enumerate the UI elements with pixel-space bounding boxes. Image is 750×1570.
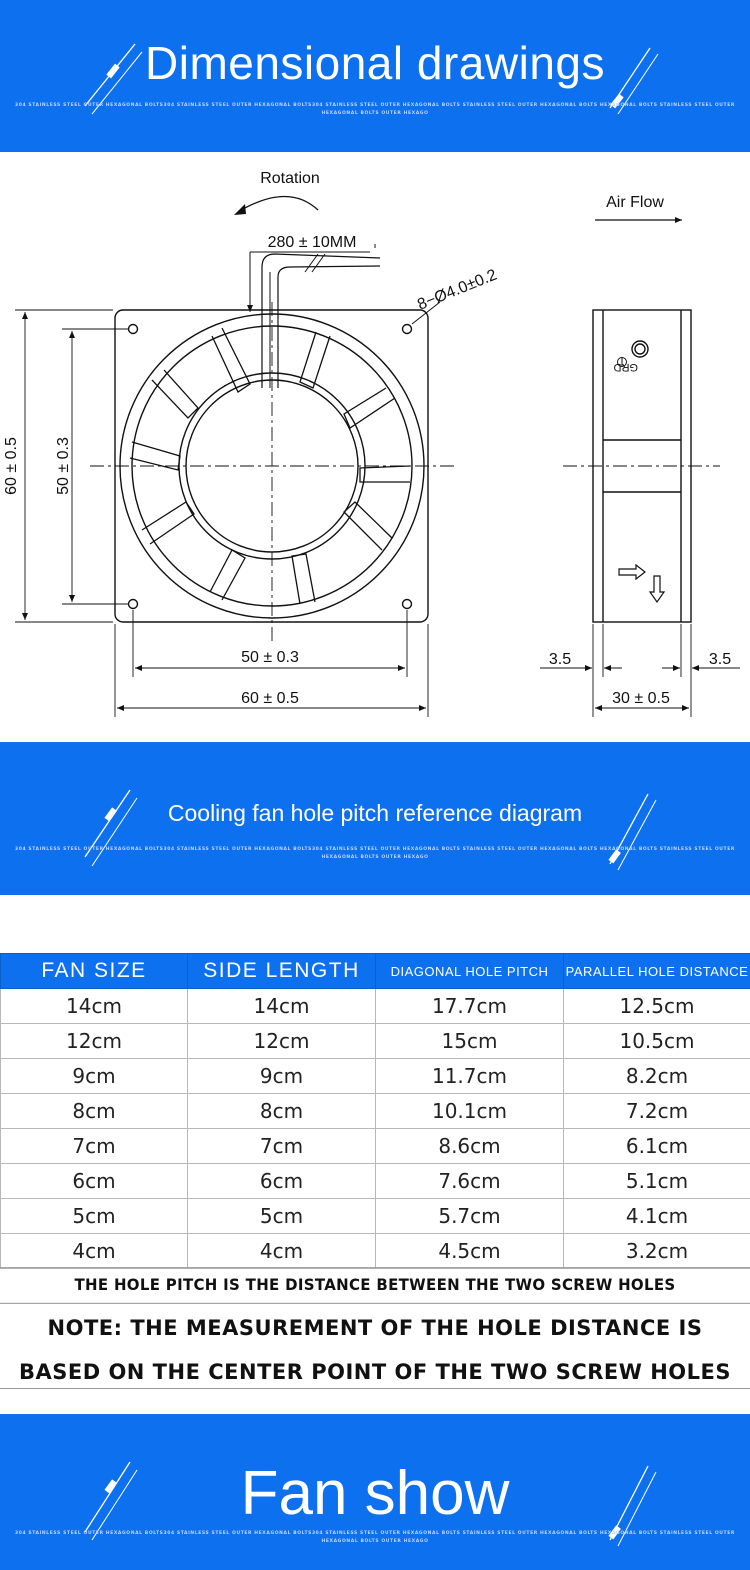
cell-side-length: 4cm [188,1234,376,1269]
banner-fan-show [0,1414,750,1570]
note-line-2: BASED ON THE CENTER POINT OF THE TWO SCREW HOLES [18,1360,732,1384]
rotation-label: Rotation [260,170,320,187]
cell-side-length: 6cm [188,1164,376,1199]
cable-length-label: 280 ± 10MM [267,234,357,251]
cell-side-length: 9cm [188,1059,376,1094]
cell-parallel-distance: 5.1cm [564,1164,750,1199]
table-header-row [1,954,750,989]
depth-dim: 30 ± 0.5 [612,690,670,707]
table-row [1,1129,750,1164]
banner-title: Fan show [240,1459,510,1528]
cell-diagonal-pitch: 4.5cm [376,1234,564,1269]
direction-icons [619,565,664,602]
rotation-arrow [238,196,318,212]
table-row [1,1199,750,1234]
width-outer-dim: 60 ± 0.5 [241,690,299,707]
cell-side-length: 12cm [188,1024,376,1059]
cell-diagonal-pitch: 15cm [376,1024,564,1059]
cell-parallel-distance: 6.1cm [564,1129,750,1164]
col-fan-size: FAN SIZE [1,954,188,989]
screw-hole [403,325,412,334]
table-row [1,1024,750,1059]
width-inner-dim: 50 ± 0.3 [241,649,299,666]
cell-fan-size: 5cm [1,1199,188,1234]
note-line-1: NOTE: THE MEASUREMENT OF THE HOLE DISTANCE IS [47,1316,703,1340]
col-diagonal-pitch: DIAGONAL HOLE PITCH [376,954,564,989]
flange-left-dim: 3.5 [548,651,572,668]
screw-hole [129,600,138,609]
cell-parallel-distance: 7.2cm [564,1094,750,1129]
banner-fine-print: 304 STAINLESS STEEL OUTER HEXAGONAL BOLTS304 STAINLESS STEEL OUTER HEXAGONAL BOLTS304 STAINLESS STEEL OUTER HEXAGONAL BOLTS STAINLESS STEEL OUTER HEXAGONAL BOLTS HEXAGONAL BOLTS STAINLESS STEEL OUTER HEXAGONAL BOLTS OUTER HEXAGO [15,1531,735,1544]
banner-title: Cooling fan hole pitch reference diagram [167,800,583,826]
cell-diagonal-pitch: 17.7cm [376,989,564,1024]
cell-side-length: 14cm [188,989,376,1024]
cell-side-length: 8cm [188,1094,376,1129]
flange-right-dim: 3.5 [708,651,732,668]
cell-side-length: 5cm [188,1199,376,1234]
cell-parallel-distance: 3.2cm [564,1234,750,1269]
cell-side-length: 7cm [188,1129,376,1164]
cell-diagonal-pitch: 5.7cm [376,1199,564,1234]
table-row [1,1094,750,1129]
cell-fan-size: 7cm [1,1129,188,1164]
cell-fan-size: 12cm [1,1024,188,1059]
hole-spec-label: 8−Ø4.0±0.2 [415,266,500,314]
measurement-note [0,1306,750,1389]
banner-title: Dimensional drawings [145,37,605,89]
cell-parallel-distance: 8.2cm [564,1059,750,1094]
cell-diagonal-pitch: 10.1cm [376,1094,564,1129]
table-row [1,1164,750,1199]
cell-fan-size: 8cm [1,1094,188,1129]
cell-parallel-distance: 4.1cm [564,1199,750,1234]
table-row [1,1234,750,1269]
banner-fine-print: 304 STAINLESS STEEL OUTER HEXAGONAL BOLTS304 STAINLESS STEEL OUTER HEXAGONAL BOLTS304 STAINLESS STEEL OUTER HEXAGONAL BOLTS STAINLESS STEEL OUTER HEXAGONAL BOLTS HEXAGONAL BOLTS STAINLESS STEEL OUTER HEXAGONAL BOLTS OUTER HEXAGO [15,103,735,116]
hole-pitch-definition: THE HOLE PITCH IS THE DISTANCE BETWEEN THE TWO SCREW HOLES [0,1267,750,1304]
screw-hole [403,600,412,609]
col-side-length: SIDE LENGTH [188,954,376,989]
table-row [1,989,750,1024]
cell-fan-size: 9cm [1,1059,188,1094]
airflow-label: Air Flow [606,194,664,211]
grd-label: GRD [613,361,638,373]
table-row [1,1059,750,1094]
banner-dimensional-drawings [0,0,750,152]
banner-fine-print: 304 STAINLESS STEEL OUTER HEXAGONAL BOLTS304 STAINLESS STEEL OUTER HEXAGONAL BOLTS304 STAINLESS STEEL OUTER HEXAGONAL BOLTS STAINLESS STEEL OUTER HEXAGONAL BOLTS HEXAGONAL BOLTS STAINLESS STEEL OUTER HEXAGONAL BOLTS OUTER HEXAGO [15,847,735,860]
cell-diagonal-pitch: 8.6cm [376,1129,564,1164]
banner-hole-pitch [0,742,750,895]
cell-parallel-distance: 10.5cm [564,1024,750,1059]
cell-fan-size: 6cm [1,1164,188,1199]
hole-pitch-table [0,953,750,1269]
cell-diagonal-pitch: 7.6cm [376,1164,564,1199]
cell-diagonal-pitch: 11.7cm [376,1059,564,1094]
cell-parallel-distance: 12.5cm [564,989,750,1024]
cell-fan-size: 4cm [1,1234,188,1269]
screw-hole [129,325,138,334]
fan-cable [262,254,380,388]
height-inner-dim: 50 ± 0.3 [55,437,72,495]
cell-fan-size: 14cm [1,989,188,1024]
col-parallel-distance: PARALLEL HOLE DISTANCE [564,954,750,989]
height-outer-dim: 60 ± 0.5 [3,437,20,495]
fan-dimensional-drawing [0,152,750,742]
